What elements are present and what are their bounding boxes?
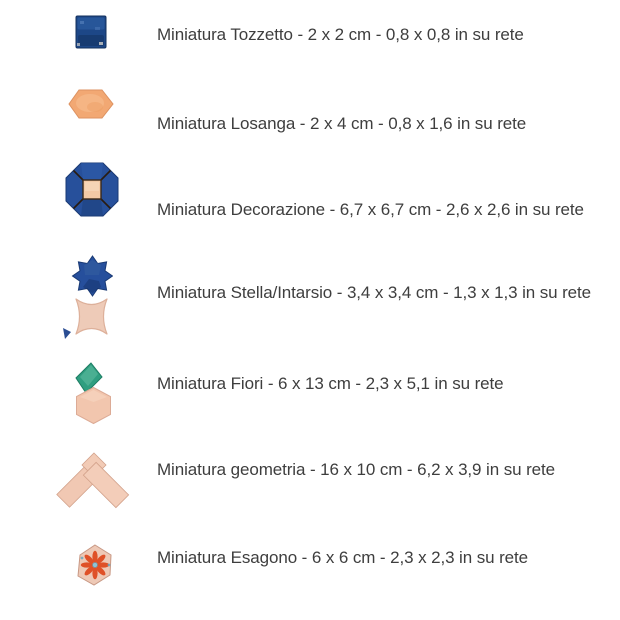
item-label-decorazione: Miniatura Decorazione - 6,7 x 6,7 cm - 2,6 x 2,6 in su rete [157,200,584,219]
esagono-tile-graphic [76,544,114,586]
tile-image-stella-intarsio [63,255,113,346]
flower-center [93,563,98,568]
item-label-geometria: Miniatura geometria - 16 x 10 cm - 6,2 x 3,9 in su rete [157,460,555,479]
item-label-stella-intarsio: Miniatura Stella/Intarsio - 3,4 x 3,4 cm - 1,3 x 1,3 in su rete [157,283,592,302]
geometria-tile-graphic [54,447,130,513]
tile-image-geometria [54,447,130,518]
losanga-tile-graphic [68,89,114,119]
stella-intarsio-tile-graphic [63,255,113,341]
cream-cross-shape [76,299,107,334]
fiori-tile-graphic [74,362,114,425]
tile-image-tozzetto [75,15,107,54]
tile-image-losanga [68,89,114,124]
tile-image-decorazione [65,162,119,222]
item-label-esagono: Miniatura Esagono - 6 x 6 cm - 2,3 x 2,3 in su rete [157,548,528,567]
item-label-losanga: Miniatura Losanga - 2 x 4 cm - 0,8 x 1,6 in su rete [157,114,527,133]
item-label-fiori: Miniatura Fiori - 6 x 13 cm - 2,3 x 5,1 in su rete [157,374,504,393]
blue-fragment [63,328,71,339]
item-label-tozzetto: Miniatura Tozzetto - 2 x 2 cm - 0,8 x 0,8 in su rete [157,25,524,44]
tile-image-fiori [74,362,114,430]
tile-image-esagono [76,544,114,591]
tozzetto-tile-graphic [75,15,107,49]
decorazione-tile-graphic [65,162,119,217]
